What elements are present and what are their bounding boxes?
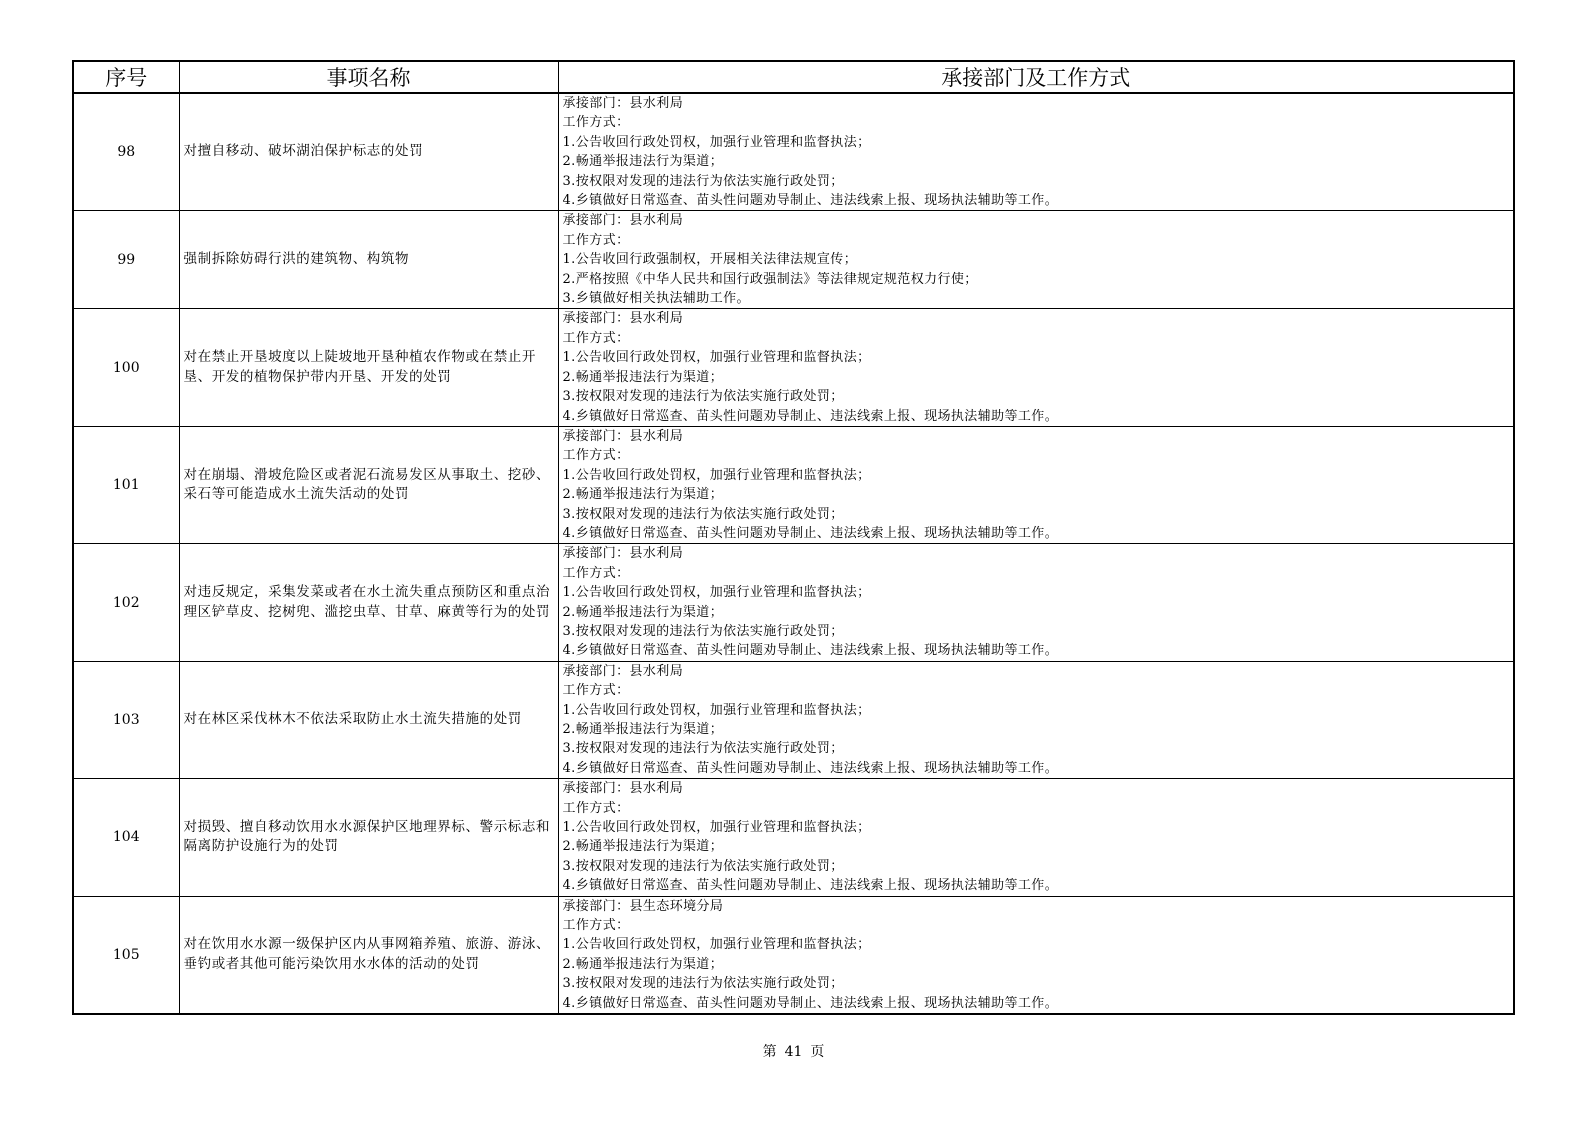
dept-method-line: 2.畅通举报违法行为渠道； [562,722,724,737]
dept-method-line: 工作方式： [562,448,630,464]
dept-method-line: 工作方式： [562,800,630,816]
row-item-name: 对违反规定，采集发菜或者在水土流失重点预防区和重点治理区铲草皮、挖树兜、滥挖虫草、甘草、麻黄等行为的处罚 [179,544,558,661]
row-seq-number: 99 [73,211,179,309]
row-seq-number: 98 [73,93,179,211]
items-table [72,60,1515,1015]
dept-method-line: 1.公告收回行政处罚权，加强行业管理和监督执法； [562,134,871,150]
dept-method-line: 4.乡镇做好日常巡查、苗头性问题劝导制止、违法线索上报、现场执法辅助等工作。 [562,995,1059,1011]
row-dept-method [558,309,1514,426]
dept-method-line: 4.乡镇做好日常巡查、苗头性问题劝导制止、违法线索上报、现场执法辅助等工作。 [562,878,1059,894]
page-footer [0,1041,1587,1061]
row-item-name: 对在崩塌、滑坡危险区或者泥石流易发区从事取土、挖砂、采石等可能造成水土流失活动的处罚 [179,426,558,543]
row-dept-method [558,896,1514,1014]
row-dept-method [558,544,1514,661]
dept-method-line: 工作方式： [562,115,630,131]
table-row [73,896,1514,1014]
page-suffix: 页 [810,1044,825,1060]
row-dept-method [558,426,1514,543]
dept-method-line: 承接部门：县水利局 [562,428,684,444]
row-item-name: 对损毁、擅自移动饮用水水源保护区地理界标、警示标志和隔离防护设施行为的处罚 [179,779,558,896]
dept-method-line: 4.乡镇做好日常巡查、苗头性问题劝导制止、违法线索上报、现场执法辅助等工作。 [562,643,1059,659]
row-dept-method [558,211,1514,309]
table-row [73,211,1514,309]
dept-method-line: 2.畅通举报违法行为渠道； [562,369,724,385]
dept-method-line: 工作方式： [562,918,630,934]
dept-method-line: 3.按权限对发现的违法行为依法实施行政处罚； [562,173,844,189]
dept-method-line: 3.乡镇做好相关执法辅助工作。 [562,291,750,307]
header-dept-method: 承接部门及工作方式 [558,61,1514,93]
row-seq-number: 105 [73,896,179,1014]
row-dept-method [558,661,1514,778]
table-row [73,544,1514,661]
dept-method-line: 4.乡镇做好日常巡查、苗头性问题劝导制止、违法线索上报、现场执法辅助等工作。 [562,760,1059,776]
table-row [73,661,1514,778]
dept-method-line: 4.乡镇做好日常巡查、苗头性问题劝导制止、违法线索上报、现场执法辅助等工作。 [562,193,1059,209]
row-seq-number: 102 [73,544,179,661]
dept-method-line: 3.按权限对发现的违法行为依法实施行政处罚； [562,858,844,874]
dept-method-line: 3.按权限对发现的违法行为依法实施行政处罚； [562,976,844,992]
dept-method-line: 3.按权限对发现的违法行为依法实施行政处罚； [562,389,844,405]
dept-method-line: 承接部门：县水利局 [562,663,684,679]
dept-method-line: 工作方式： [562,232,630,248]
dept-method-line: 工作方式： [562,565,630,581]
row-item-name: 对在林区采伐林木不依法采取防止水土流失措施的处罚 [179,661,558,778]
dept-method-line: 1.公告收回行政处罚权，加强行业管理和监督执法； [562,585,871,601]
table-body [73,93,1514,1014]
dept-method-line: 承接部门：县水利局 [562,311,684,327]
dept-method-line: 承接部门：县水利局 [562,546,684,562]
row-dept-method [558,93,1514,211]
dept-method-line: 1.公告收回行政处罚权，加强行业管理和监督执法； [562,937,871,953]
dept-method-line: 1.公告收回行政处罚权，加强行业管理和监督执法； [562,702,871,718]
row-seq-number: 101 [73,426,179,543]
dept-method-line: 3.按权限对发现的违法行为依法实施行政处罚； [562,506,844,522]
table-header-row [73,61,1514,93]
dept-method-line: 2.畅通举报违法行为渠道； [562,487,724,503]
page-prefix: 第 [762,1044,777,1060]
table-row [73,93,1514,211]
row-item-name: 对在禁止开垦坡度以上陡坡地开垦种植农作物或在禁止开垦、开发的植物保护带内开垦、开发的处罚 [179,309,558,426]
row-item-name: 对擅自移动、破坏湖泊保护标志的处罚 [179,93,558,211]
row-seq-number: 104 [73,779,179,896]
dept-method-line: 1.公告收回行政强制权，开展相关法律法规宣传； [562,252,858,268]
table-row [73,779,1514,896]
header-seq: 序号 [73,61,179,93]
row-seq-number: 100 [73,309,179,426]
dept-method-line: 承接部门：县水利局 [562,781,684,797]
dept-method-line: 承接部门：县水利局 [562,213,684,229]
dept-method-line: 2.严格按照《中华人民共和国行政强制法》等法律规定规范权力行使； [562,271,978,287]
dept-method-line: 3.按权限对发现的违法行为依法实施行政处罚； [562,623,844,639]
dept-method-line: 2.畅通举报违法行为渠道； [562,154,724,170]
dept-method-line: 2.畅通举报违法行为渠道； [562,604,724,620]
dept-method-line: 4.乡镇做好日常巡查、苗头性问题劝导制止、违法线索上报、现场执法辅助等工作。 [562,408,1059,424]
row-seq-number: 103 [73,661,179,778]
row-dept-method [558,779,1514,896]
dept-method-line: 工作方式： [562,330,630,346]
dept-method-line: 承接部门：县水利局 [562,96,684,111]
dept-method-line: 1.公告收回行政处罚权，加强行业管理和监督执法； [562,820,871,836]
header-item-name: 事项名称 [179,61,558,93]
dept-method-line: 1.公告收回行政处罚权，加强行业管理和监督执法； [562,350,871,366]
row-item-name: 对在饮用水水源一级保护区内从事网箱养殖、旅游、游泳、垂钓或者其他可能污染饮用水水体的活动的处罚 [179,896,558,1014]
dept-method-line: 2.畅通举报违法行为渠道； [562,839,724,855]
dept-method-line: 4.乡镇做好日常巡查、苗头性问题劝导制止、违法线索上报、现场执法辅助等工作。 [562,525,1059,541]
dept-method-line: 2.畅通举报违法行为渠道； [562,956,724,972]
page-number: 41 [784,1044,803,1060]
row-item-name: 强制拆除妨碍行洪的建筑物、构筑物 [179,211,558,309]
dept-method-line: 承接部门：县生态环境分局 [562,898,724,914]
dept-method-line: 1.公告收回行政处罚权，加强行业管理和监督执法； [562,467,871,483]
table-row [73,309,1514,426]
table-row [73,426,1514,543]
dept-method-line: 3.按权限对发现的违法行为依法实施行政处罚； [562,741,844,757]
dept-method-line: 工作方式： [562,683,630,699]
